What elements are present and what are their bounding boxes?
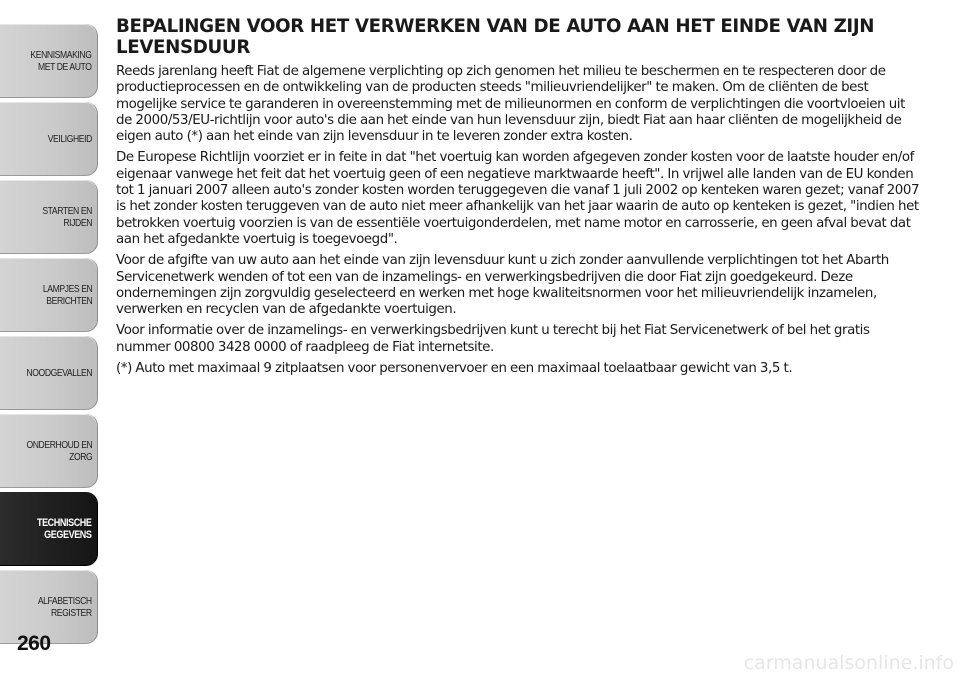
tab-label: KENNISMAKING MET DE AUTO bbox=[30, 48, 92, 73]
chapter-tab-sidebar bbox=[0, 24, 100, 648]
tab-noodgevallen[interactable] bbox=[0, 336, 98, 410]
tab-label: ALFABETISCH REGISTER bbox=[38, 594, 92, 619]
tab-label: TECHNISCHE GEGEVENS bbox=[37, 516, 92, 541]
tab-kennismaking[interactable] bbox=[0, 24, 98, 98]
paragraph-footnote: (*) Auto met maximaal 9 zitplaatsen voor personenvervoer en een maximaal toelaatbaar gewicht van 3,5 t. bbox=[116, 361, 793, 377]
watermark: carmanualsonline.info bbox=[743, 652, 954, 674]
tab-technische-gegevens[interactable] bbox=[0, 492, 98, 566]
tab-lampjes-en-berichten[interactable] bbox=[0, 258, 98, 332]
tab-label: NOODGEVALLEN bbox=[26, 366, 92, 379]
tab-label: ONDERHOUD EN ZORG bbox=[26, 438, 92, 463]
tab-onderhoud-en-zorg[interactable] bbox=[0, 414, 98, 488]
paragraph-intro: Reeds jarenlang heeft Fiat de algemene verplichting op zich genomen het milieu te beschermen en te respecteren door de productieprocessen en de ontwikkeling van de producten steeds "milieuvriendelijker" te maken. Om de cliënten de best mogelijke service te garanderen in overeenstemming met de milieunormen en conform de verplichtingen die voortvloeien uit de 2000/53/EU-richtlijn voor auto's die aan het einde van hun levensduur zijn, biedt Fiat aan haar cliënten de mogelijkheid de eigen auto (*) aan het einde van zijn levensduur in te leveren zonder extra kosten. bbox=[116, 64, 905, 145]
section-heading: BEPALINGEN VOOR HET VERWERKEN VAN DE AUTO AAN HET EINDE VAN ZIJN LEVENSDUUR bbox=[116, 16, 875, 58]
tab-label: LAMPJES EN BERICHTEN bbox=[42, 282, 92, 307]
paragraph-contact-info: Voor informatie over de inzamelings- en verwerkingsbedrijven kunt u terecht bij het Fiat Servicenetwerk of bel het gratis nummer 00800 3428 0000 of raadpleeg de Fiat internetsite. bbox=[116, 323, 870, 355]
paragraph-handover: Voor de afgifte van uw auto aan het einde van zijn levensduur kunt u zich zonder aanvullende verplichtingen tot het Abarth Servicenetwerk wenden of tot een van de inzamelings- en verwerkingsbedrijven die door Fiat zijn goedgekeurd. Deze ondernemingen zijn zorgvuldig geselecteerd en werken met hoge kwaliteitsnormen voor het milieuvriendelijk inzamelen, verwerken en recyclen van de afgedankte voertuigen. bbox=[116, 253, 889, 318]
tab-label: STARTEN EN RIJDEN bbox=[42, 204, 92, 229]
tab-starten-en-rijden[interactable] bbox=[0, 180, 98, 254]
page-content bbox=[116, 16, 922, 382]
page-number: 260 bbox=[17, 632, 51, 655]
tab-label: VEILIGHEID bbox=[47, 132, 92, 145]
tab-veiligheid[interactable] bbox=[0, 102, 98, 176]
paragraph-eu-directive: De Europese Richtlijn voorziet er in feite in dat "het voertuig kan worden afgegeven zonder kosten voor de laatste houder en/of eigenaar vanwege het feit dat het voertuig geen of een negatieve marktwaarde heeft". In vrijwel alle landen van de EU konden tot 1 januari 2007 alleen auto's zonder kosten worden teruggegeven die vanaf 1 juli 2002 op kenteken waren gezet; vanaf 2007 is het zonder kosten teruggeven van de auto niet meer afhankelijk van het jaar waarin de auto op kenteken is gezet, "indien het betrokken voertuig voorzien is van de essentiële voertuigonderdelen, met name motor en carrosserie, en geen afval bevat dat aan het afgedankte voertuig is toegevoegd". bbox=[116, 150, 920, 247]
